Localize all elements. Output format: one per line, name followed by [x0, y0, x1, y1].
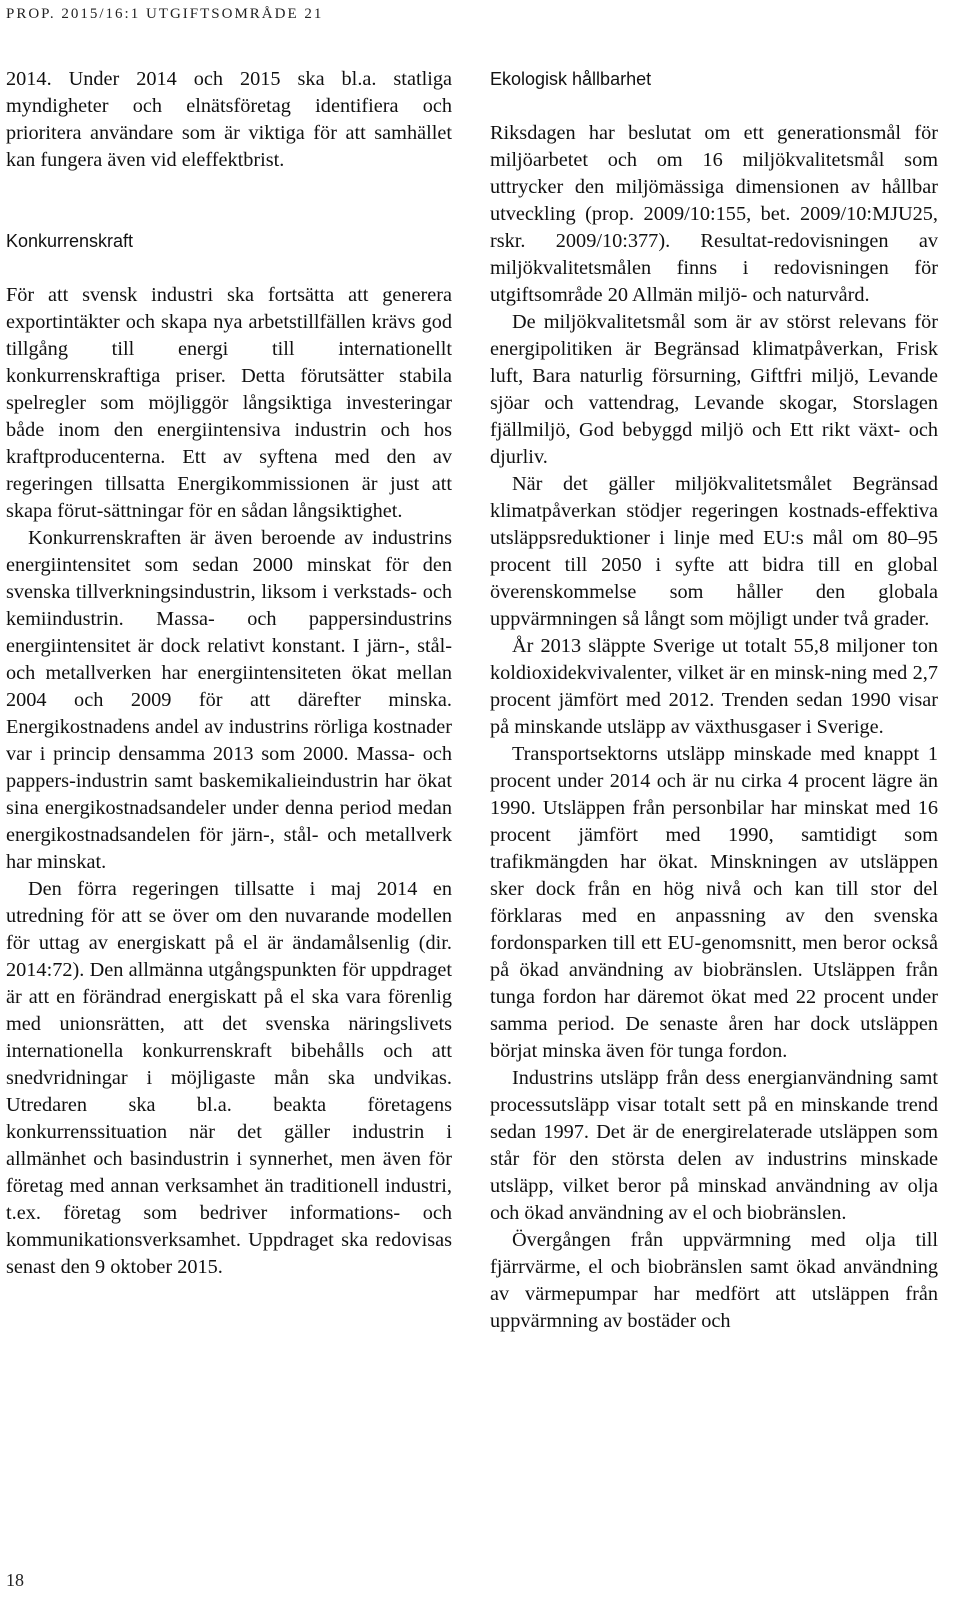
paragraph: Övergången från uppvärmning med olja till fjärrvärme, el och biobränslen samt ökad användning av värmepumpar har medfört att utsläppen från uppvärmning av bostäder och	[490, 1229, 938, 1332]
left-column	[6, 66, 452, 1281]
section-heading-konkurrenskraft: Konkurrenskraft	[6, 231, 134, 251]
page-number: 18	[6, 1570, 24, 1590]
paragraph: År 2013 släppte Sverige ut totalt 55,8 miljoner ton koldioxidekvivalenter, vilket är en minsk-ning med 2,7 procent jämfört med 2012. Trenden sedan 1990 visar på minskande utsläpp av växthusgaser i Sverige.	[490, 635, 938, 738]
paragraph: Konkurrenskraften är även beroende av industrins energiintensitet som sedan 2000 minskat för den svenska tillverkningsindustrin, liksom i verkstads- och kemiindustrin. Massa- och pappersindustrins energiintensitet är dock relativt konstant. I järn-, stål- och metallverken har energiintensiteten ökat mellan 2004 och 2009 för att därefter minska. Energikostnadens andel av industrins rörliga kostnader var i princip densamma 2013 som 2000. Massa- och pappers-industrin samt baskemikalieindustrin har ökat sina energikostnadsandeler under denna period medan energikostnadsandelen för järn-, stål- och metallverk har minskat.	[6, 527, 452, 873]
right-column	[490, 66, 938, 1335]
paragraph: När det gäller miljökvalitetsmålet Begränsad klimatpåverkan stödjer regeringen kostnads-effektiva utsläppsreduktioner i linje med EU:s mål om 80–95 procent till 2050 i syfte att bidra till en global överenskommelse som håller den globala uppvärmningen så långt som möjligt under två grader.	[490, 473, 938, 630]
running-header: PROP. 2015/16:1 UTGIFTSOMRÅDE 21	[6, 6, 324, 22]
paragraph: Transportsektorns utsläpp minskade med knappt 1 procent under 2014 och är nu cirka 4 procent lägre än 1990. Utsläppen från personbilar har minskat med 16 procent jämfört med 1990, samtidigt som trafikmängden har ökat. Minskningen av utsläppen sker dock från en hög nivå och kan till stor del förklaras med en anpassning av den svenska fordonsparken till ett EU-genomsnitt, men beror också på ökad användning av biobränslen. Utsläppen från tunga fordon har däremot ökat med 22 procent under samma period. De senaste åren har dock utsläppen börjat minska även för tunga fordon.	[490, 743, 938, 1062]
paragraph: Industrins utsläpp från dess energianvändning samt processutsläpp visar totalt sett på en minskande trend sedan 1997. Det är de energirelaterade utsläppen som står för den största delen av industrins minskade utsläpp, vilket beror på minskad användning av olja och ökad användning av el och biobränslen.	[490, 1067, 938, 1224]
paragraph: 2014. Under 2014 och 2015 ska bl.a. statliga myndigheter och elnätsföretag identifiera och prioritera användare som är viktiga för att samhället kan fungera även vid eleffektbrist.	[6, 68, 452, 171]
section-heading-ekologisk-hallbarhet: Ekologisk hållbarhet	[490, 69, 652, 89]
paragraph: Riksdagen har beslutat om ett generationsmål för miljöarbetet och om 16 miljökvalitetsmål som uttrycker den miljömässiga dimensionen av hållbar utveckling (prop. 2009/10:155, bet. 2009/10:MJU25, rskr. 2009/10:377). Resultat-redovisningen av miljökvalitetsmålen finns i redovisningen för utgiftsområde 20 Allmän miljö- och naturvård.	[490, 122, 938, 306]
paragraph: För att svensk industri ska fortsätta att generera exportintäkter och skapa nya arbetstillfällen krävs god tillgång till energi till internationellt konkurrenskraftiga priser. Detta förutsätter stabila spelregler som möjliggör långsiktiga investeringar både inom den energiintensiva industrin och hos kraftproducenterna. Ett av syftena med den av regeringen tillsatta Energikommissionen är just att skapa förut-sättningar för en sådan långsiktighet.	[6, 284, 452, 522]
paragraph: Den förra regeringen tillsatte i maj 2014 en utredning för att se över om den nuvarande modellen för uttag av energiskatt på el är ändamålsenlig (dir. 2014:72). Den allmänna utgångspunkten för uppdraget är att en förändrad energiskatt på el ska vara förenlig med unionsrätten, att det svenska näringslivets internationella konkurrenskraft bibehålls och att snedvridningar i möjligaste mån ska undvikas. Utredaren ska bl.a. beakta företagens konkurrenssituation när det gäller industrin i allmänhet och basindustrin i synnerhet, men även för företag med annan verksamhet än traditionell industri, t.ex. företag som bedriver informations- och kommunikationsverksamhet. Uppdraget ska redovisas senast den 9 oktober 2015.	[6, 878, 452, 1278]
paragraph: De miljökvalitetsmål som är av störst relevans för energipolitiken är Begränsad klimatpåverkan, Frisk luft, Bara naturlig försurning, Giftfri miljö, Levande sjöar och vattendrag, Levande skogar, Storslagen fjällmiljö, God bebyggd miljö och Ett rikt växt- och djurliv.	[490, 311, 938, 468]
